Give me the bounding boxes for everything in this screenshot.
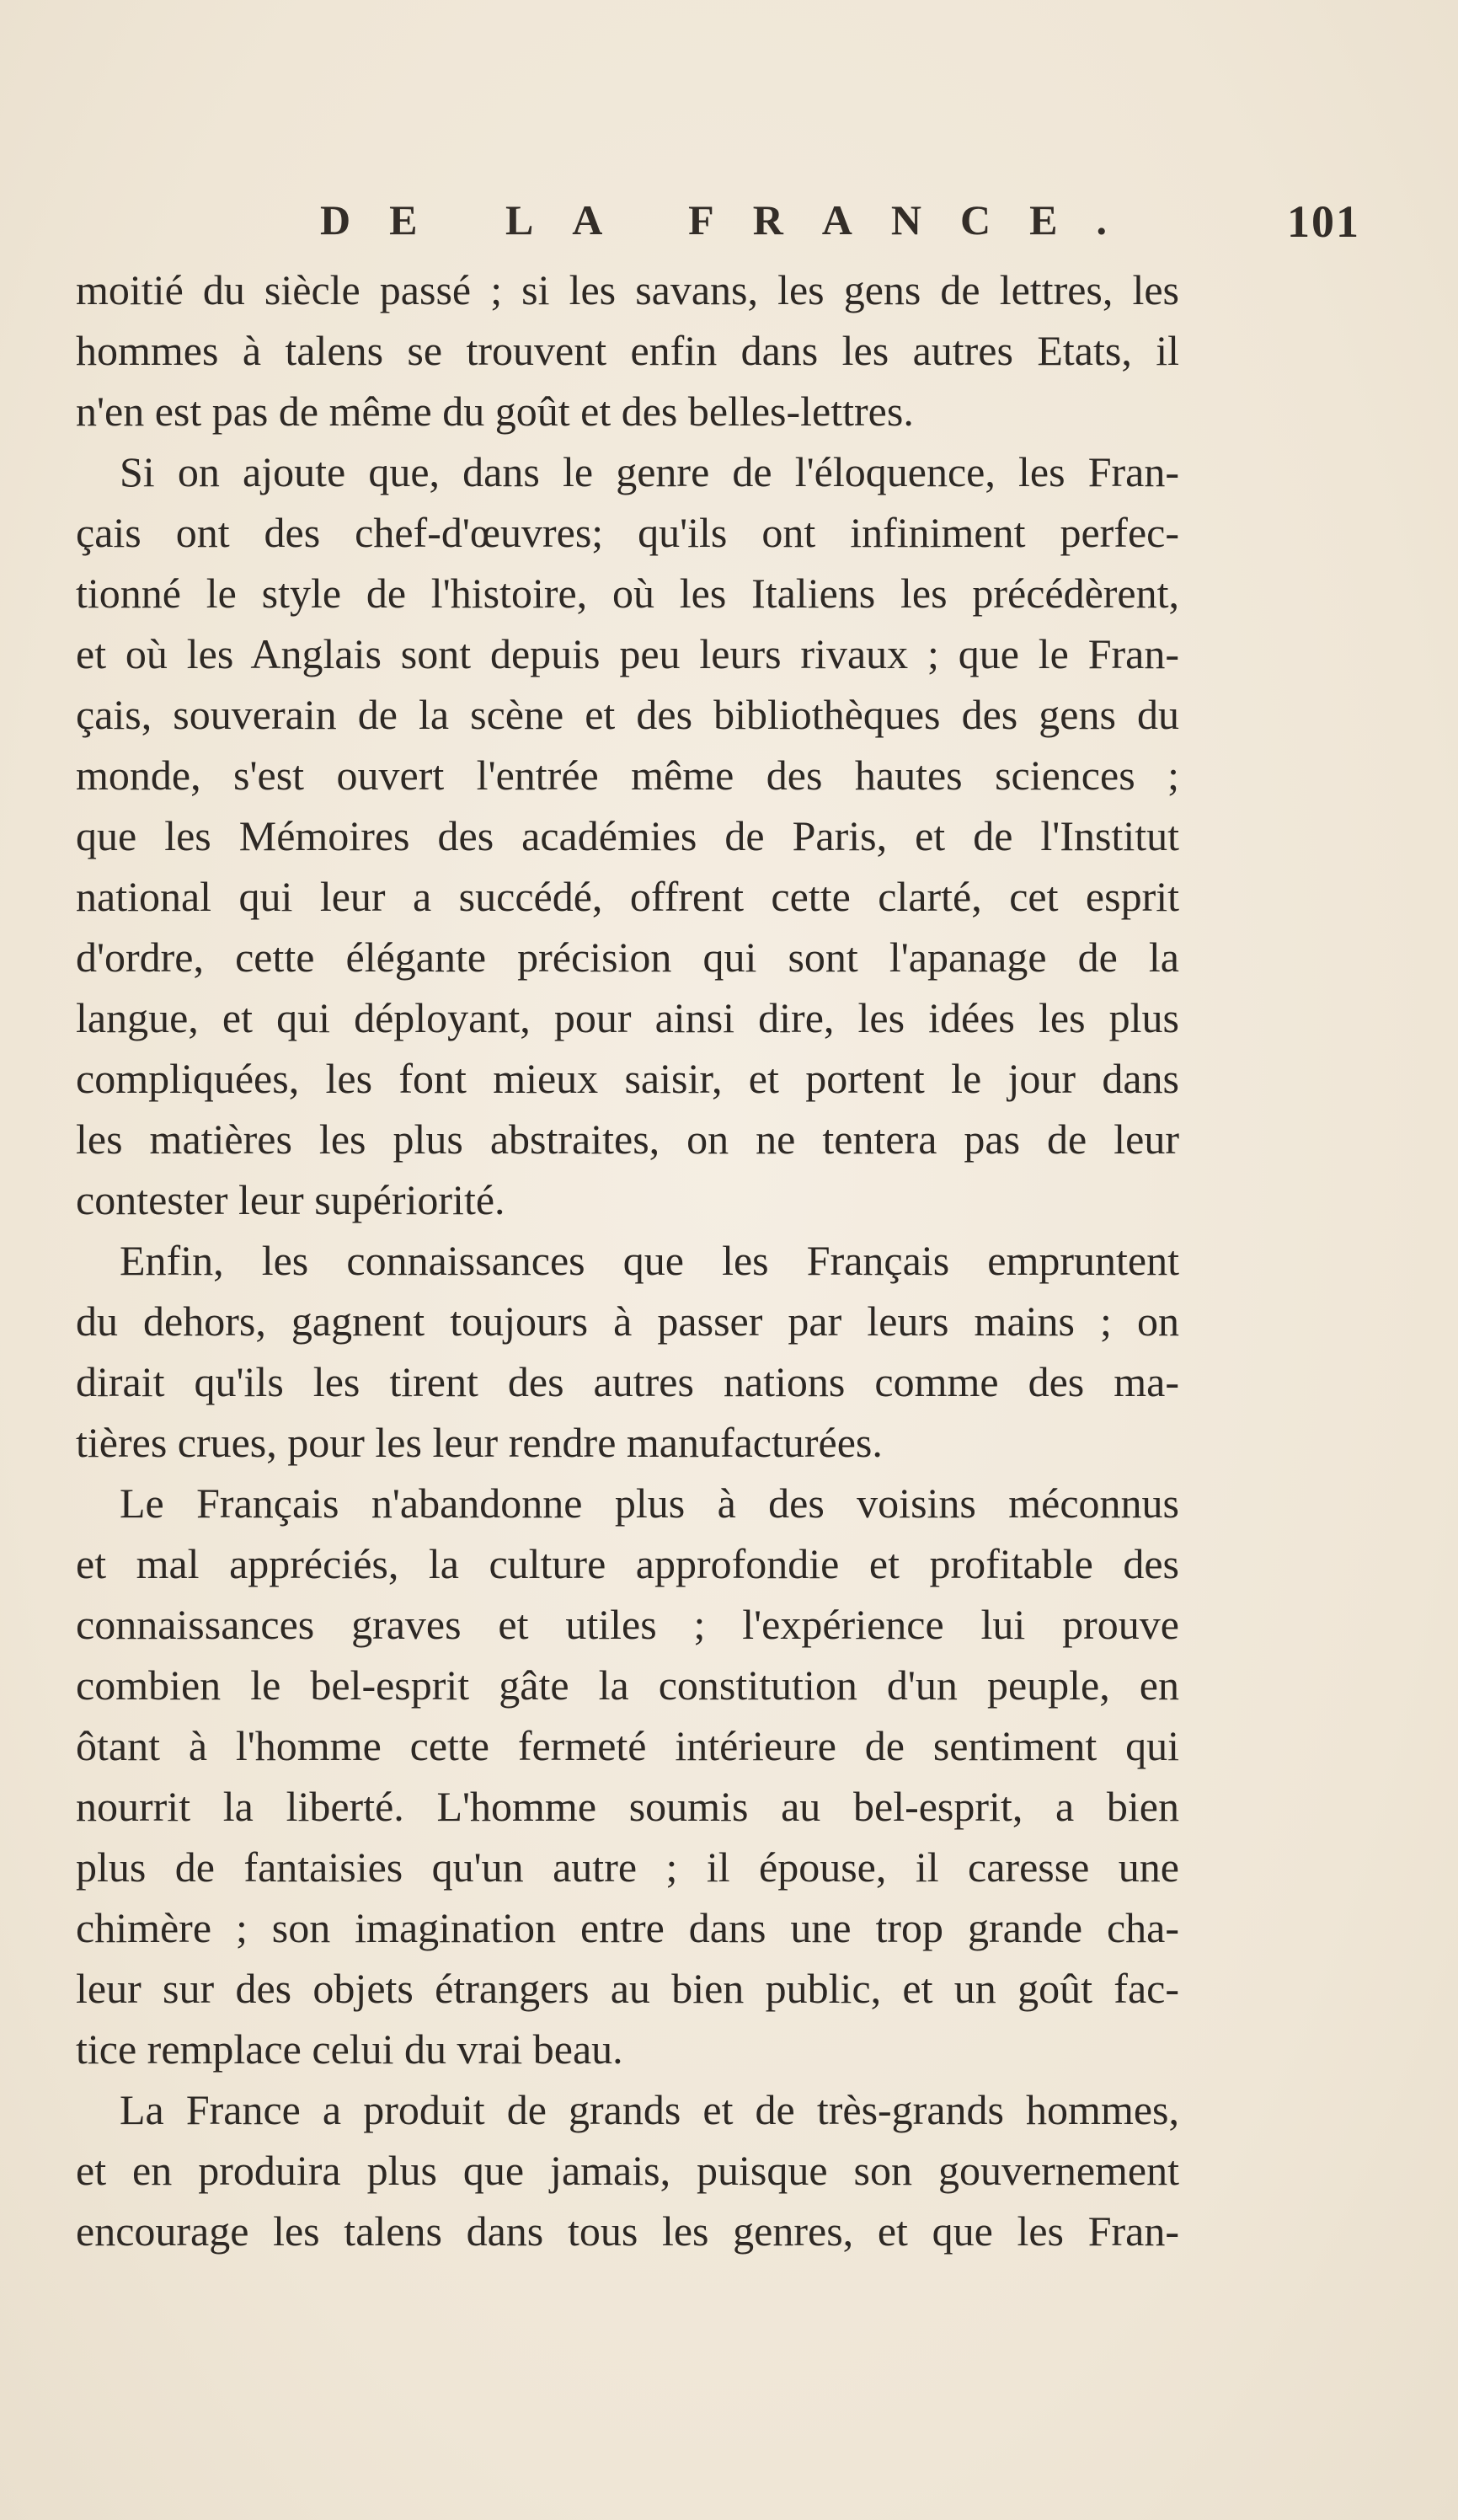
text-line: La France a produit de grands et de très-grands hommes, [120, 2086, 1179, 2133]
text-line: langue, et qui déployant, pour ainsi dire, les idées les plus [76, 994, 1179, 1041]
text-line: moitié du siècle passé ; si les savans, les gens de lettres, les [76, 266, 1179, 313]
text-line: leur sur des objets étrangers au bien public, et un goût fac- [76, 1965, 1179, 2012]
text-line: combien le bel-esprit gâte la constitution d'un peuple, en [76, 1661, 1179, 1709]
text-line: Le Français n'abandonne plus à des voisins méconnus [120, 1479, 1179, 1527]
text-line: et où les Anglais sont depuis peu leurs rivaux ; que le Fran- [76, 630, 1179, 677]
text-line: d'ordre, cette élégante précision qui sont l'apanage de la [76, 934, 1179, 981]
text-line: compliquées, les font mieux saisir, et portent le jour dans [76, 1055, 1179, 1102]
text-line: que les Mémoires des académies de Paris, et de l'Institut [76, 812, 1179, 859]
text-line: les matières les plus abstraites, on ne tentera pas de leur [76, 1116, 1179, 1163]
text-line: ôtant à l'homme cette fermeté intérieure de sentiment qui [76, 1722, 1179, 1769]
text-line: encourage les talens dans tous les genres, et que les Fran- [76, 2207, 1179, 2255]
text-line: Enfin, les connaissances que les Français empruntent [120, 1237, 1179, 1284]
text-line: plus de fantaisies qu'un autre ; il épouse, il caresse une [76, 1843, 1179, 1891]
text-line: monde, s'est ouvert l'entrée même des hautes sciences ; [76, 752, 1179, 799]
text-line: hommes à talens se trouvent enfin dans les autres Etats, il [76, 327, 1179, 374]
text-line: çais, souverain de la scène et des bibliothèques des gens du [76, 691, 1179, 738]
text-line: dirait qu'ils les tirent des autres nations comme des ma- [76, 1358, 1179, 1405]
text-line: chimère ; son imagination entre dans une trop grande cha- [76, 1904, 1179, 1951]
text-line: contester leur supériorité. [76, 1176, 505, 1223]
page-number: 101 [1287, 196, 1360, 247]
text-line: du dehors, gagnent toujours à passer par leurs mains ; on [76, 1297, 1179, 1345]
text-line: nourrit la liberté. L'homme soumis au bel-esprit, a bien [76, 1783, 1179, 1830]
body-text [76, 259, 1179, 2261]
text-line: national qui leur a succédé, offrent cette clarté, cet esprit [76, 873, 1179, 920]
text-line: tionné le style de l'histoire, où les Italiens les précédèrent, [76, 570, 1179, 617]
text-line: n'en est pas de même du goût et des belles-lettres. [76, 388, 914, 435]
text-line: çais ont des chef-d'œuvres; qu'ils ont infiniment perfec- [76, 509, 1179, 556]
text-line: Si on ajoute que, dans le genre de l'éloquence, les Fran- [120, 448, 1179, 495]
text-line: connaissances graves et utiles ; l'expérience lui prouve [76, 1601, 1179, 1648]
text-line: et mal appréciés, la culture approfondie et profitable des [76, 1540, 1179, 1587]
text-line: tières crues, pour les leur rendre manufacturées. [76, 1419, 883, 1466]
text-line: tice remplace celui du vrai beau. [76, 2025, 623, 2073]
text-line: et en produira plus que jamais, puisque son gouvernement [76, 2147, 1179, 2194]
running-title: DE LA FRANCE. [320, 196, 1146, 243]
